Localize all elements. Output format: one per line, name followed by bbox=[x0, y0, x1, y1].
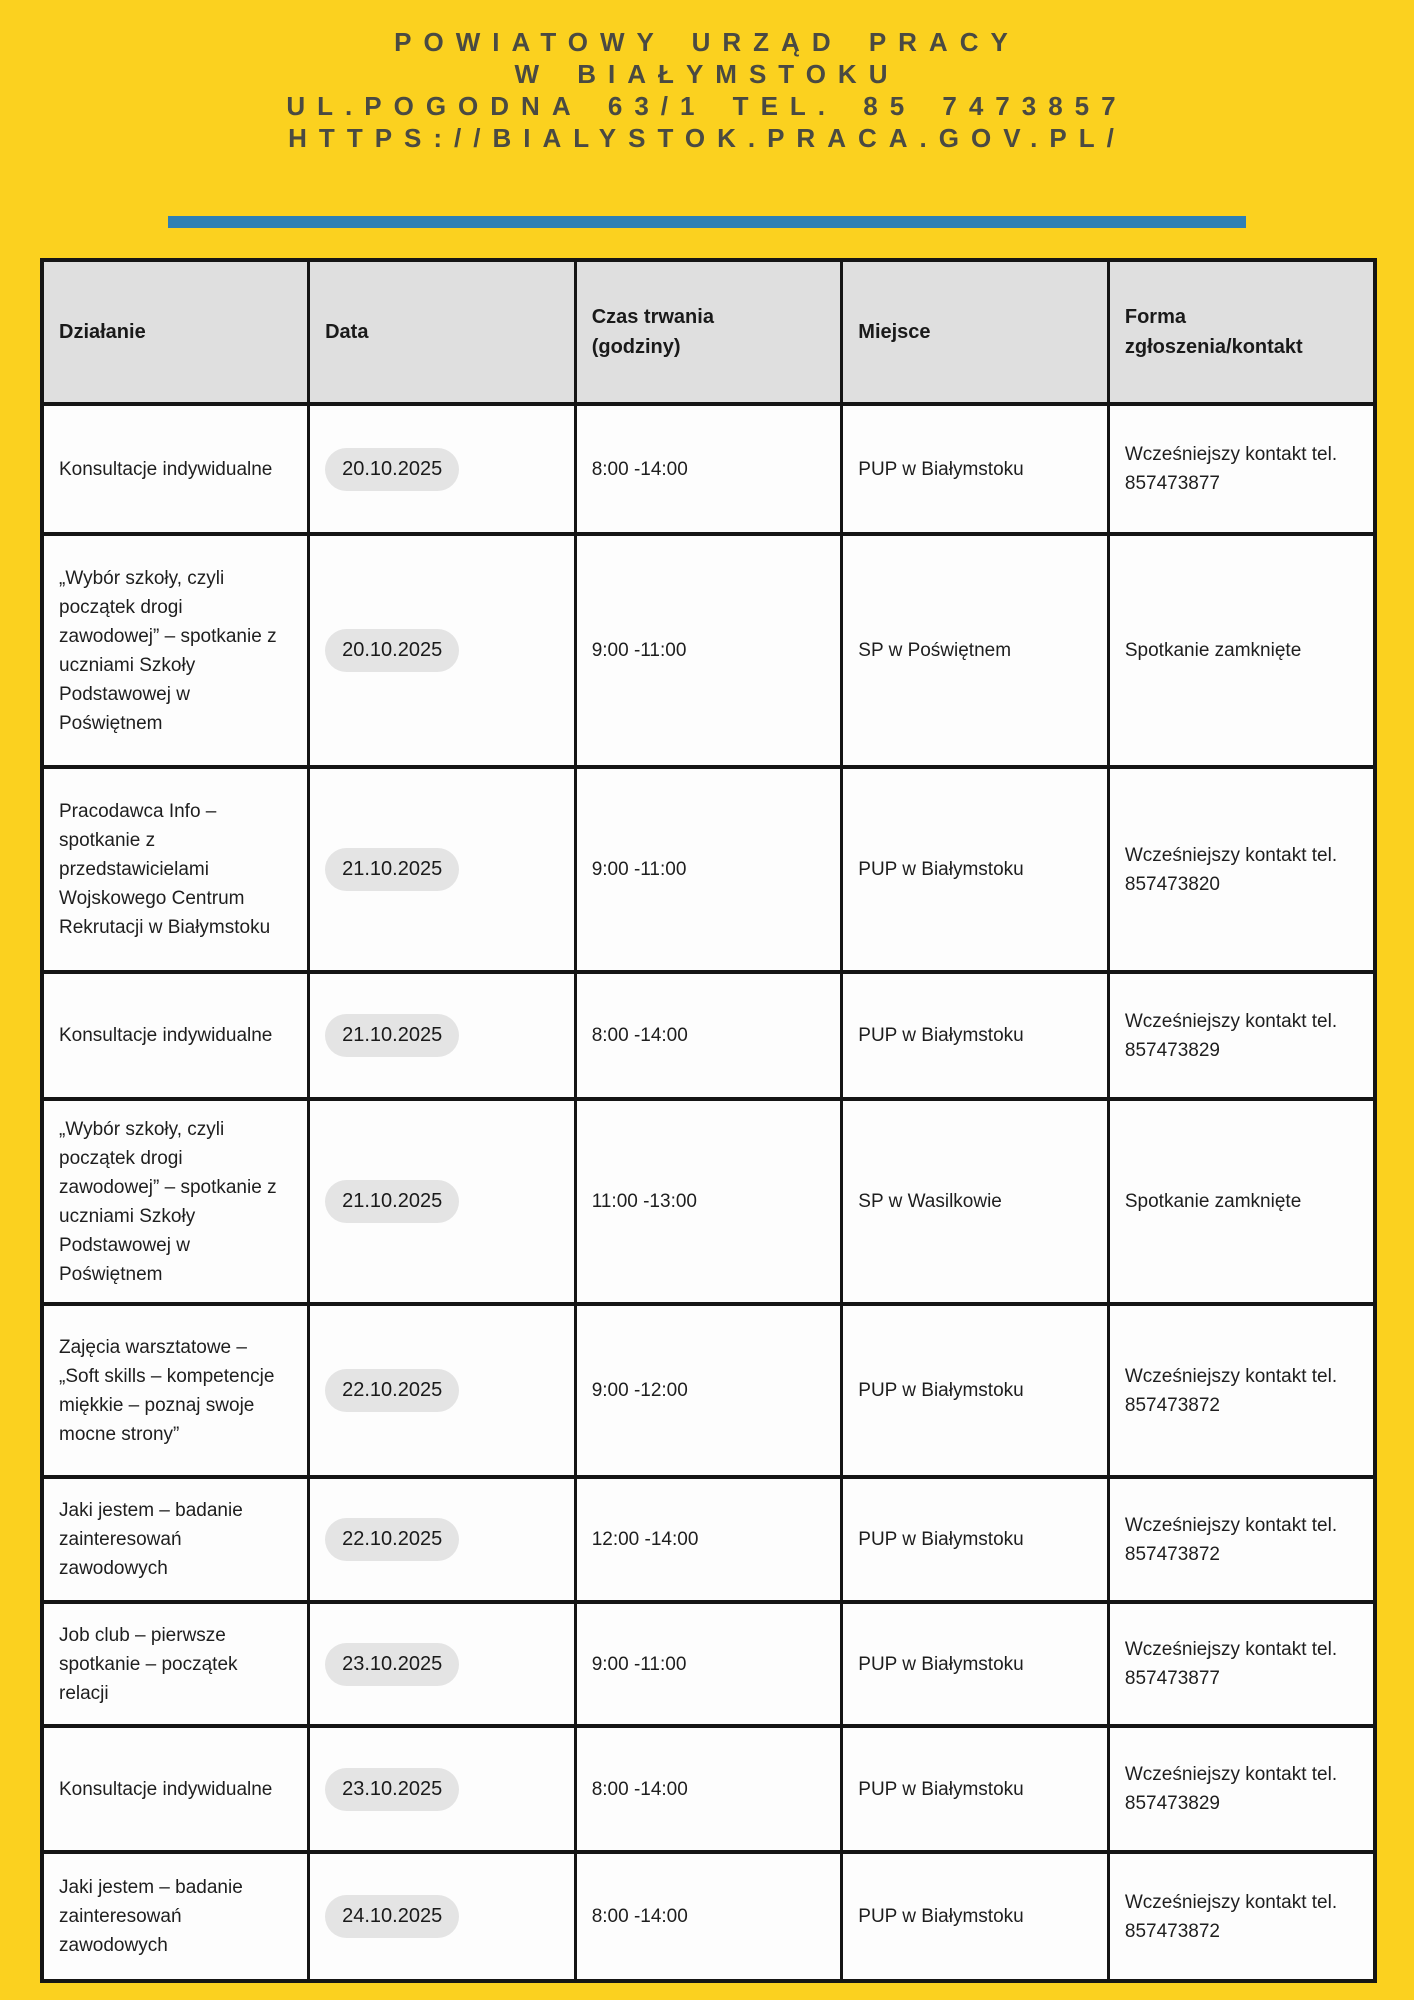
contact-cell: Wcześniejszy kontakt tel. 857473829 bbox=[1108, 972, 1375, 1099]
table-row bbox=[42, 1099, 1375, 1304]
schedule-table-wrap bbox=[40, 258, 1377, 1983]
time-cell: 8:00 -14:00 bbox=[575, 972, 842, 1099]
contact-cell: Wcześniejszy kontakt tel. 857473872 bbox=[1108, 1852, 1375, 1981]
place-cell: PUP w Białymstoku bbox=[842, 1304, 1109, 1477]
activity-cell: „Wybór szkoły, czyli początek drogi zawodowej” – spotkanie z uczniami Szkoły Podstawowej w Poświętnem bbox=[42, 534, 309, 767]
place-cell: PUP w Białymstoku bbox=[842, 1602, 1109, 1726]
time-cell: 12:00 -14:00 bbox=[575, 1477, 842, 1602]
date-pill: 21.10.2025 bbox=[325, 1180, 459, 1223]
contact-cell: Wcześniejszy kontakt tel. 857473872 bbox=[1108, 1304, 1375, 1477]
date-cell bbox=[309, 1099, 576, 1304]
date-cell bbox=[309, 404, 576, 534]
date-cell bbox=[309, 1477, 576, 1602]
table-body bbox=[42, 404, 1375, 1981]
time-cell: 9:00 -11:00 bbox=[575, 1602, 842, 1726]
date-cell bbox=[309, 1726, 576, 1852]
activity-cell: Pracodawca Info – spotkanie z przedstawicielami Wojskowego Centrum Rekrutacji w Białymstoku bbox=[42, 767, 309, 972]
office-name-line2: W BIAŁYMSTOKU bbox=[514, 59, 900, 89]
time-cell: 8:00 -14:00 bbox=[575, 404, 842, 534]
activity-cell: Job club – pierwsze spotkanie – początek relacji bbox=[42, 1602, 309, 1726]
table-row bbox=[42, 1726, 1375, 1852]
date-cell bbox=[309, 1602, 576, 1726]
contact-cell: Wcześniejszy kontakt tel. 857473872 bbox=[1108, 1477, 1375, 1602]
table-row bbox=[42, 534, 1375, 767]
place-cell: PUP w Białymstoku bbox=[842, 972, 1109, 1099]
table-header-row bbox=[42, 260, 1375, 404]
time-cell: 9:00 -11:00 bbox=[575, 767, 842, 972]
place-cell: PUP w Białymstoku bbox=[842, 1726, 1109, 1852]
date-pill: 23.10.2025 bbox=[325, 1643, 459, 1686]
date-pill: 21.10.2025 bbox=[325, 1014, 459, 1057]
table-row bbox=[42, 1602, 1375, 1726]
place-cell: PUP w Białymstoku bbox=[842, 404, 1109, 534]
activity-cell: Jaki jestem – badanie zainteresowań zawodowych bbox=[42, 1852, 309, 1981]
schedule-table bbox=[40, 258, 1377, 1983]
column-header-place: Miejsce bbox=[842, 260, 1109, 404]
activity-cell: Konsultacje indywidualne bbox=[42, 404, 309, 534]
table-row bbox=[42, 972, 1375, 1099]
contact-cell: Wcześniejszy kontakt tel. 857473877 bbox=[1108, 1602, 1375, 1726]
contact-cell: Wcześniejszy kontakt tel. 857473829 bbox=[1108, 1726, 1375, 1852]
place-cell: PUP w Białymstoku bbox=[842, 767, 1109, 972]
date-pill: 24.10.2025 bbox=[325, 1895, 459, 1938]
date-pill: 20.10.2025 bbox=[325, 448, 459, 491]
table-row bbox=[42, 1477, 1375, 1602]
table-row bbox=[42, 1852, 1375, 1981]
place-cell: PUP w Białymstoku bbox=[842, 1852, 1109, 1981]
date-cell bbox=[309, 767, 576, 972]
activity-cell: Zajęcia warsztatowe – „Soft skills – kompetencje miękkie – poznaj swoje mocne strony” bbox=[42, 1304, 309, 1477]
activity-cell: Konsultacje indywidualne bbox=[42, 1726, 309, 1852]
table-row bbox=[42, 1304, 1375, 1477]
office-header bbox=[0, 0, 1414, 154]
date-cell bbox=[309, 1852, 576, 1981]
column-header-date: Data bbox=[309, 260, 576, 404]
contact-cell: Wcześniejszy kontakt tel. 857473820 bbox=[1108, 767, 1375, 972]
date-pill: 20.10.2025 bbox=[325, 629, 459, 672]
activity-cell: Konsultacje indywidualne bbox=[42, 972, 309, 1099]
contact-cell: Spotkanie zamknięte bbox=[1108, 1099, 1375, 1304]
office-name-line1: POWIATOWY URZĄD PRACY bbox=[394, 27, 1020, 57]
place-cell: SP w Poświętnem bbox=[842, 534, 1109, 767]
activity-cell: Jaki jestem – badanie zainteresowań zawodowych bbox=[42, 1477, 309, 1602]
time-cell: 8:00 -14:00 bbox=[575, 1852, 842, 1981]
table-row bbox=[42, 767, 1375, 972]
column-header-duration: Czas trwania (godziny) bbox=[575, 260, 842, 404]
time-cell: 9:00 -11:00 bbox=[575, 534, 842, 767]
date-pill: 22.10.2025 bbox=[325, 1369, 459, 1412]
activity-cell: „Wybór szkoły, czyli początek drogi zawodowej” – spotkanie z uczniami Szkoły Podstawowej w Poświętnem bbox=[42, 1099, 309, 1304]
table-row bbox=[42, 404, 1375, 534]
column-header-action: Działanie bbox=[42, 260, 309, 404]
time-cell: 9:00 -12:00 bbox=[575, 1304, 842, 1477]
time-cell: 11:00 -13:00 bbox=[575, 1099, 842, 1304]
date-cell bbox=[309, 1304, 576, 1477]
date-cell bbox=[309, 972, 576, 1099]
time-cell: 8:00 -14:00 bbox=[575, 1726, 842, 1852]
column-header-contact: Forma zgłoszenia/kontakt bbox=[1108, 260, 1375, 404]
date-cell bbox=[309, 534, 576, 767]
place-cell: SP w Wasilkowie bbox=[842, 1099, 1109, 1304]
office-website: HTTPS://BIALYSTOK.PRACA.GOV.PL/ bbox=[288, 123, 1126, 153]
contact-cell: Spotkanie zamknięte bbox=[1108, 534, 1375, 767]
office-address-phone: UL.POGODNA 63/1 TEL. 85 7473857 bbox=[286, 91, 1128, 121]
place-cell: PUP w Białymstoku bbox=[842, 1477, 1109, 1602]
date-pill: 23.10.2025 bbox=[325, 1768, 459, 1811]
date-pill: 21.10.2025 bbox=[325, 848, 459, 891]
date-pill: 22.10.2025 bbox=[325, 1518, 459, 1561]
contact-cell: Wcześniejszy kontakt tel. 857473877 bbox=[1108, 404, 1375, 534]
divider-bar bbox=[168, 216, 1246, 228]
